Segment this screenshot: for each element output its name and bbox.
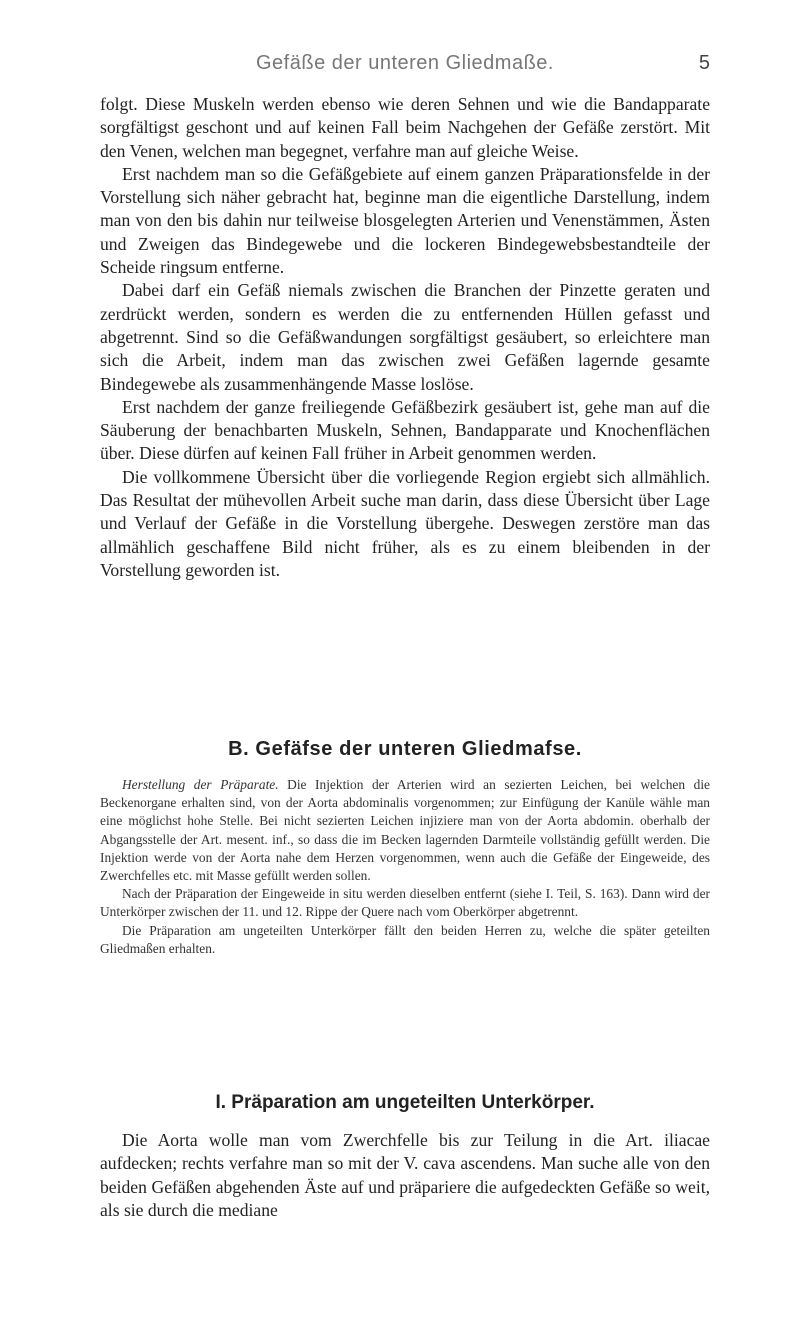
- sub-heading: I. Präparation am ungeteilten Unterkörper.: [215, 1092, 595, 1113]
- body-text-bottom: [100, 1129, 710, 1222]
- small-print-text: Die Injektion der Arterien wird an sezierten Leichen, bei welchen die Beckenorgane erhalten sind, von der Aorta abdominalis vorgenommen; zur Einfügung der Kanüle wähle man eine möglichst hohe Stelle. Bei nicht sezierten Leichen injiziere man von der Aorta abdomin. oberhalb der Abgangsstelle der Art. mesent. inf., so dass die im Becken lagernden Darmteile vollständig gefüllt werden. Die Injektion werde von der Aorta nahe dem Herzen vorgenommen, wenn auch die Gefäße der Eingeweide, des Zwerchfelles etc. mit Masse gefüllt werden sollen.: [100, 777, 710, 884]
- section-heading: B. Gefäfse der unteren Gliedmafse.: [228, 738, 582, 760]
- paragraph: folgt. Diese Muskeln werden ebenso wie deren Sehnen und wie die Bandapparate sorgfältigst geschont und auf keinen Fall beim Nachgehen der Gefäße zerstört. Mit den Venen, welchen man begegnet, verfahre man auf gleiche Weise.: [100, 94, 710, 161]
- paragraph: Die vollkommene Übersicht über die vorliegende Region ergiebt sich allmählich. Das Resultat der mühevollen Arbeit suche man darin, dass diese Übersicht über Lage und Verlauf der Gefäße in die Vorstellung übergehe. Deswegen zerstöre man das allmählich geschaffene Bild nicht früher, als es zu einem bleibenden in der Vorstellung geworden ist.: [100, 466, 710, 580]
- paragraph: Erst nachdem der ganze freiliegende Gefäßbezirk gesäubert ist, gehe man auf die Säuberung der benachbarten Muskeln, Sehnen, Bandapparate und Knochenflächen über. Diese dürfen auf keinen Fall früher in Arbeit genommen werden.: [100, 396, 710, 464]
- small-print-lead: Herstellung der Präparate.: [122, 777, 279, 792]
- page-number: 5: [698, 52, 710, 74]
- running-title: Gefäße der unteren Gliedmaße.: [256, 52, 554, 74]
- paragraph: Dabei darf ein Gefäß niemals zwischen die Branchen der Pinzette geraten und zerdrückt werden, sondern es werden die zu entfernenden Hüllen gefasst und abgetrennt. Sind so die Gefäßwandungen sorgfältigst gesäubert, so erleichtere man sich die Arbeit, indem man das zwischen zwei Gefäßen lagernde gesamte Bindegewebe als zusammenhängende Masse loslöse.: [100, 280, 710, 394]
- small-print-paragraph: [100, 776, 710, 885]
- small-print-paragraph: Die Präparation am ungeteilten Unterkörper fällt den beiden Herren zu, welche die später geteilten Gliedmaßen erhalten.: [100, 922, 710, 956]
- small-print-paragraph: Nach der Präparation der Eingeweide in situ werden dieselben entfernt (siehe I. Teil, S. 163). Dann wird der Unterkörper zwischen der 11. und 12. Rippe der Quere nach vom Oberkörper abgetrennt.: [100, 886, 710, 920]
- running-head: [100, 52, 710, 82]
- small-print-block: [100, 776, 710, 958]
- body-text-top: [100, 93, 710, 582]
- paragraph: Die Aorta wolle man vom Zwerchfelle bis zur Teilung in die Art. iliacae aufdecken; rechts verfahre man so mit der V. cava ascendens. Man suche alle von den beiden Gefäßen abgehenden Äste auf und präpariere die aufgedeckten Gefäße so weit, als sie durch die mediane: [100, 1130, 710, 1220]
- paragraph: Erst nachdem man so die Gefäßgebiete auf einem ganzen Präparationsfelde in der Vorstellung sich näher gebracht hat, beginne man die eigentliche Darstellung, indem man von den bis dahin nur teilweise blosgelegten Arterien und Venenstämmen, Ästen und Zweigen das Bindegewebe und die lockeren Bindegewebsbestandteile der Scheide ringsum entferne.: [100, 163, 710, 278]
